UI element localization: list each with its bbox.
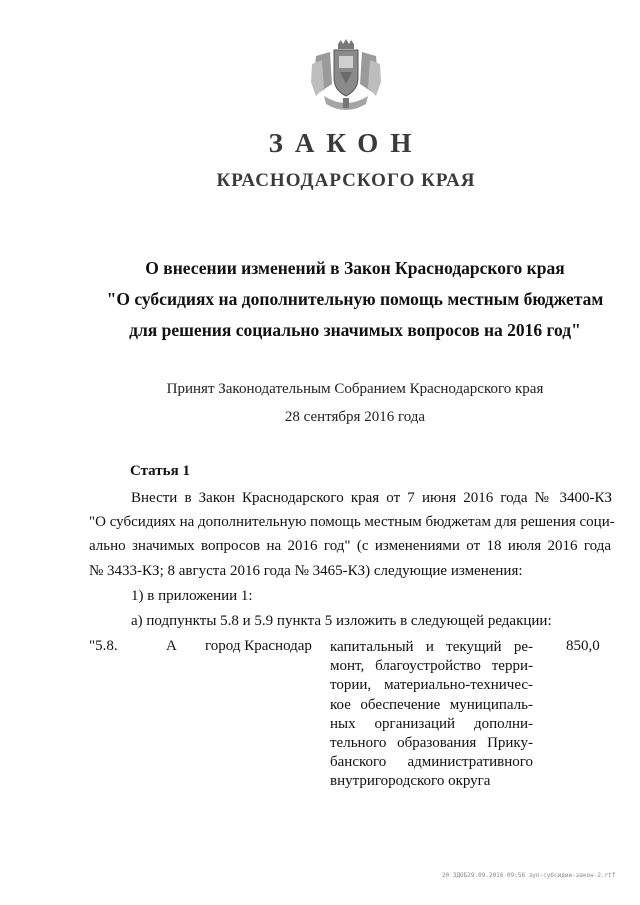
description-line: внутригородского округа	[330, 773, 491, 790]
table-cell-value: 850,0	[566, 638, 600, 654]
article-text-line: Внести в Закон Краснодарского края от 7 июня 2016 года № 3400-КЗ	[131, 490, 612, 506]
description-line: кое обеспечение муниципаль-	[330, 696, 533, 713]
description-line: тории, материально-техничес-	[330, 677, 533, 694]
table-cell-city: город Краснодар	[205, 638, 312, 654]
adopted-date: 28 сентября 2016 года	[284, 409, 426, 425]
adopted-by: Принят Законодательным Собранием Краснодарского края	[166, 381, 544, 397]
article-title: Статья 1	[130, 463, 190, 479]
description-line: ных организаций дополни-	[330, 715, 533, 732]
list-item-a: а) подпункты 5.8 и 5.9 пункта 5 изложить в следующей редакции:	[131, 613, 552, 629]
heading-line-1: О внесении изменений в Закон Краснодарского края	[145, 258, 565, 278]
heading-line-3: для решения социально значимых вопросов на 2016 год"	[129, 320, 581, 340]
article-text-line: ально значимых вопросов на 2016 год" (с изменениями от 18 июля 2016 года	[89, 538, 611, 554]
article-text-line: "О субсидиях на дополнительную помощь местным бюджетам для решения соци-	[89, 514, 615, 530]
table-cell-number: "5.8.	[89, 638, 118, 654]
description-line: монт, благоустройство терри-	[330, 658, 533, 675]
description-line: банского административного	[330, 754, 533, 771]
law-title: ЗАКОН	[268, 128, 424, 158]
list-item-1: 1) в приложении 1:	[131, 588, 253, 604]
table-cell-description	[330, 638, 533, 792]
description-line: тельного образования Прику-	[330, 734, 533, 751]
region-name: КРАСНОДАРСКОГО КРАЯ	[216, 170, 476, 191]
heading-line-2: "О субсидиях на дополнительную помощь местным бюджетам	[106, 289, 604, 309]
table-cell-letter: А	[166, 638, 177, 654]
coat-of-arms-icon	[310, 38, 382, 116]
footer-stamp: 20 3ДОБ29.09.2016 09:56 зуп-субсидии-закон-2.rtf	[442, 872, 616, 879]
description-line: капитальный и текущий ре-	[330, 639, 533, 655]
article-text-line: № 3433-КЗ; 8 августа 2016 года № 3465-КЗ) следующие изменения:	[89, 563, 523, 579]
